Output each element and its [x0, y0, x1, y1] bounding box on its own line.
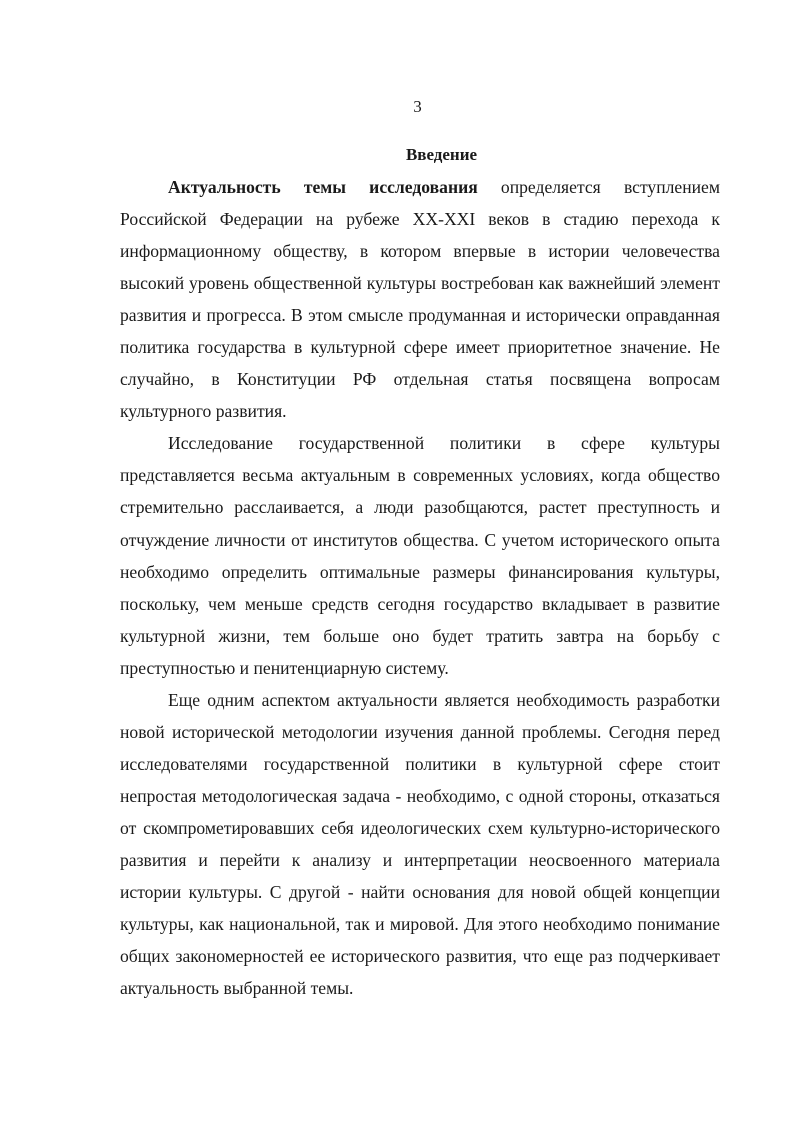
paragraph-state-policy: Исследование государственной политики в сфере культуры представляется весьма актуальным в современных условиях, когда общество стремительно расслаивается, а люди разобщаются, растет преступность и отчуждение личности от институтов общества. С учетом исторического опыта необходимо определить оптимальные размеры финансирования культуры, поскольку, чем меньше средств сегодня государство вкладывает в развитие культурной жизни, тем больше оно будет тратить завтра на борьбу с преступностью и пенитенциарную систему.	[120, 433, 720, 678]
paragraph-relevance	[120, 171, 720, 427]
paragraph-methodology: Еще одним аспектом актуальности является необходимость разработки новой исторической методологии изучения данной проблемы. Сегодня перед исследователями государственной политики в культурной сфере стоит непростая методологическая задача - необходимо, с одной стороны, отказаться от скомпрометировавших себя идеологических схем культурно-исторического развития и перейти к анализу и интерпретации неосвоенного материала истории культуры. С другой - найти основания для новой общей концепции культуры, как национальной, так и мировой. Для этого необходимо понимание общих закономерностей ее исторического развития, что еще раз подчеркивает актуальность выбранной темы.	[120, 689, 720, 999]
paragraph-lead: Актуальность темы исследования	[168, 177, 478, 197]
page-number: 3	[413, 97, 422, 116]
body-text	[120, 171, 720, 1004]
section-heading: Введение	[405, 145, 478, 164]
paragraph-text: определяется вступлением Российской Федерации на рубеже XX-XXI веков в стадию перехода к информационному обществу, в котором впервые в истории человечества высокий уровень общественной культуры востребован как важнейший элемент развития и прогресса. В этом смысле продуманная и исторически оправданная политика государства в культурной сфере имеет приоритетное значение. Не случайно, в Конституции РФ отдельная статья посвящена вопросам культурного развития.	[120, 177, 720, 422]
